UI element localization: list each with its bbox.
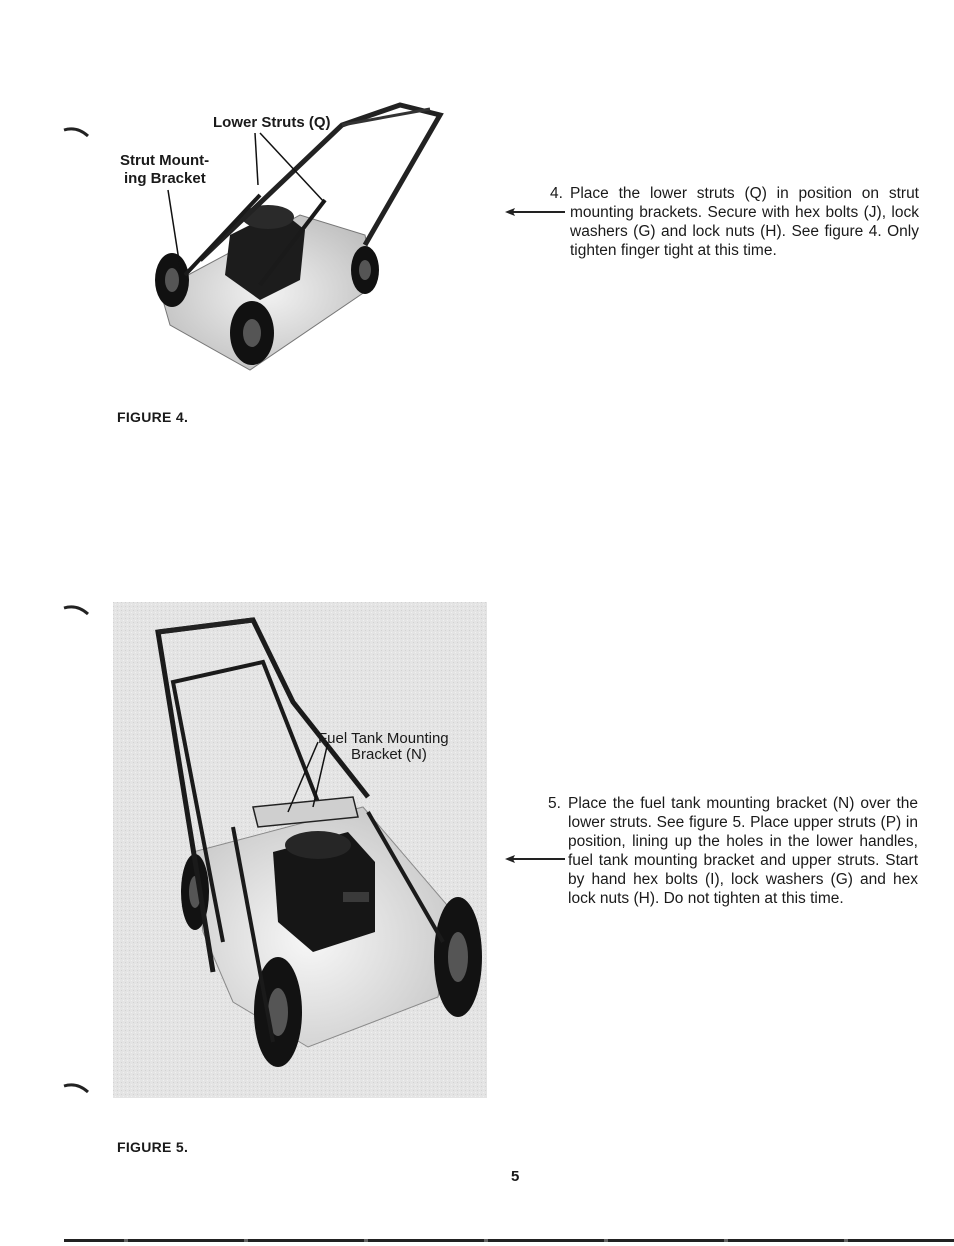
callout-fuel-tank-bracket-line1: Fuel Tank Mounting xyxy=(318,730,449,747)
bottom-rule xyxy=(64,1239,954,1242)
figure-5-caption: FIGURE 5. xyxy=(117,1139,189,1155)
instruction-step-5 xyxy=(548,794,918,908)
instruction-step-4 xyxy=(550,184,919,260)
step-5-text: Place the fuel tank mounting bracket (N) over the lower struts. See figure 5. Place upper struts (P) in position, lining up the holes in the lower handles, fuel tank mounting bracket and upper struts. Start by hand hex bolts (I), lock washers (G) and hex lock nuts (H). Do not tighten at this time. xyxy=(568,795,918,907)
callout-lower-struts: Lower Struts (Q) xyxy=(213,114,331,131)
step-4-number: 4. xyxy=(550,185,563,202)
page-number: 5 xyxy=(511,1168,520,1185)
margin-mark-top xyxy=(62,120,92,140)
step-4-text: Place the lower struts (Q) in position on strut mounting brackets. Secure with hex bolts (J), lock washers (G) and lock nuts (H). See figure 4. Only tighten finger tight at this time. xyxy=(570,185,919,259)
margin-mark-middle xyxy=(62,600,92,620)
figure-4-caption: FIGURE 4. xyxy=(117,409,189,425)
callout-fuel-tank-bracket-line2: Bracket (N) xyxy=(351,746,427,763)
callout-strut-mounting-bracket-line2: ing Bracket xyxy=(124,170,206,187)
callout-strut-mounting-bracket-line1: Strut Mount- xyxy=(120,152,210,169)
figure-5-mower-photo xyxy=(113,602,487,1098)
margin-mark-bottom xyxy=(62,1078,92,1098)
step-5-number: 5. xyxy=(548,795,561,812)
